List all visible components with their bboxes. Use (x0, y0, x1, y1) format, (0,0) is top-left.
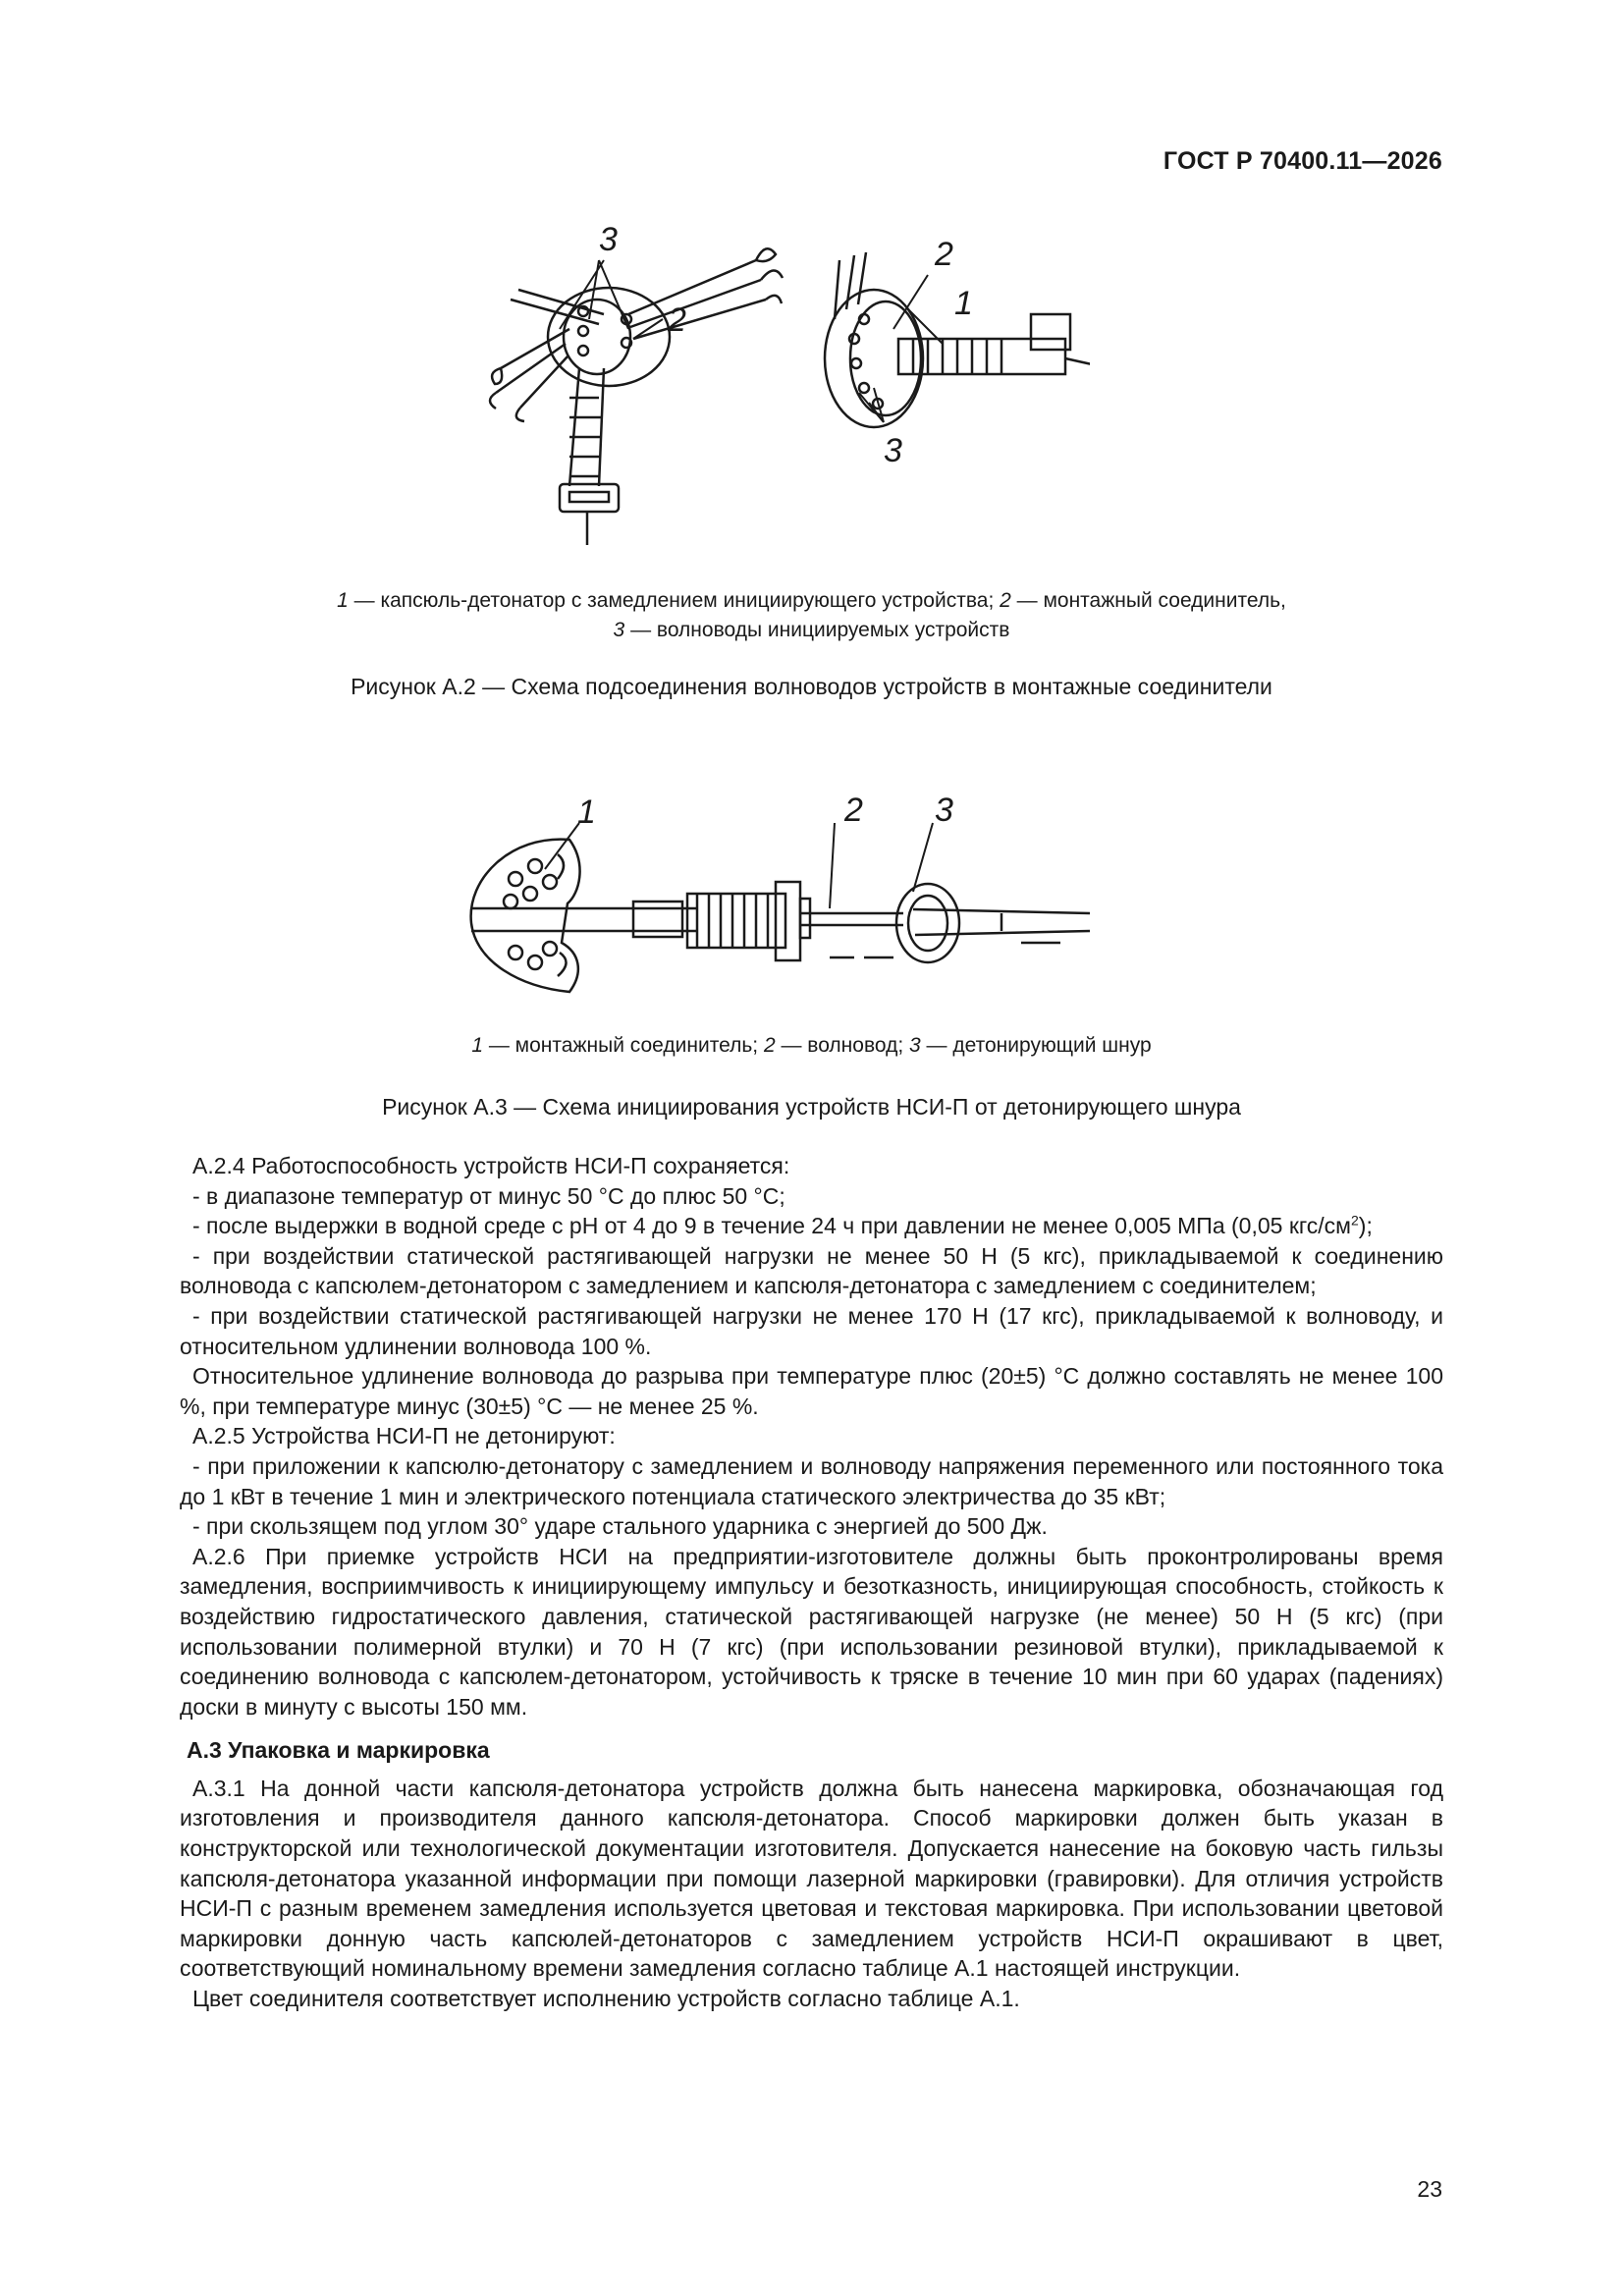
figure-a3 (452, 786, 1139, 1011)
legend-num: 1 (471, 1034, 484, 1057)
document-code: ГОСТ Р 70400.11—2026 (1163, 147, 1442, 175)
clause-a24-item-1: - в диапазоне температур от минус 50 °С до плюс 50 °С; (192, 1182, 785, 1209)
clause-a25-item-2: - при скользящем под углом 30° ударе стального ударника с энергией до 500 Дж. (192, 1513, 1048, 1540)
elongation-paragraph: Относительное удлинение волновода до разрыва при температуре плюс (20±5) °С должно составлять не менее 100 %, при температуре минус (30±5) °С — не менее 25 %. (180, 1363, 1443, 1419)
fig-a2-label-3-left: 3 (599, 221, 618, 258)
figure-a2-caption: Рисунок А.2 — Схема подсоединения волноводов устройств в монтажные соединители (351, 674, 1272, 699)
clause-a24-item-2-text: - после выдержки в водной среде с рН от 4 до 9 в течение 24 ч при давлении не менее 0,005 МПа (0,05 кгс/см (192, 1213, 1351, 1239)
figure-a3-caption: Рисунок А.3 — Схема инициирования устройств НСИ-П от детонирующего шнура (382, 1094, 1241, 1120)
legend-text: — волноводы инициируемых устройств (624, 619, 1010, 641)
section-heading-a3: А.3 Упаковка и маркировка (187, 1737, 490, 1764)
legend-num: 2 (1000, 589, 1011, 612)
fig-a3-label-1: 1 (577, 793, 596, 831)
clause-a25-item-1: - при приложении к капсюлю-детонатору с замедлением и волноводу напряжения переменного или постоянного тока до 1 кВт в течение 1 мин и электрического потенциала статического электричества до 35 кВт; (180, 1452, 1443, 1509)
legend-text: — детонирующий шнур (920, 1034, 1152, 1057)
figure-a2 (481, 221, 1090, 545)
legend-num: 2 (763, 1034, 776, 1057)
clause-a24: А.2.4 Работоспособность устройств НСИ-П сохраняется: (192, 1153, 790, 1178)
legend-text: — монтажный соединитель, (1010, 589, 1286, 612)
figure-a2-legend (0, 586, 1623, 645)
clause-a26: А.2.6 При приемке устройств НСИ на предприятии-изготовителе должны быть проконтролированы время замедления, восприимчивость к инициирующему импульсу и безотказность, инициирующая способность, стойкость к воздействию гидростатического давления, статической растягивающей нагрузке (не менее) 50 Н (5 кгс) (при использовании полимерной втулки) и 70 Н (7 кгс) (при использовании резиновой втулки), прикладываемой к соединению волновода с капсюлем-детонатором, устойчивость к тряске в течение 10 мин при 60 ударах (падениях) доски в минуту с высоты 150 мм. (180, 1543, 1443, 1720)
legend-text: — монтажный соединитель; (483, 1034, 764, 1057)
figure-a2-drawing (481, 221, 1090, 545)
legend-text: — капсюль-детонатор с замедлением инициирующего устройства; (348, 589, 1001, 612)
clause-a24-item-2-end: ); (1358, 1213, 1373, 1239)
legend-num: 3 (613, 619, 625, 641)
fig-a2-label-1-right: 1 (954, 285, 973, 322)
clause-a25: А.2.5 Устройства НСИ-П не детонируют: (192, 1423, 616, 1449)
figure-a3-drawing (452, 786, 1139, 1011)
fig-a2-label-2-left: 2 (668, 301, 686, 339)
legend-num: 3 (909, 1034, 921, 1057)
figure-a3-legend (0, 1031, 1623, 1061)
fig-a2-label-3-right: 3 (884, 432, 902, 469)
clause-a24-item-2 (180, 1211, 1443, 1241)
fig-a2-label-2-right: 2 (935, 236, 953, 273)
clause-a24-item-3: - при воздействии статической растягивающей нагрузки не менее 50 Н (5 кгс), прикладываемой к соединению волновода с капсюлем-детонатором с замедлением и капсюля-детонатора с замедлением с соединителем; (180, 1242, 1443, 1299)
clause-a31: А.3.1 На донной части капсюля-детонатора устройств должна быть нанесена маркировка, обозначающая год изготовления и производителя данного капсюля-детонатора. Способ маркировки должен быть указан в конструкторской или технологической документации изготовителя. Допускается нанесение на боковую часть гильзы капсюля-детонатора указанной информации при помощи лазерной маркировки (гравировки). Для отличия устройств НСИ-П с разным временем замедления используется цветовая и текстовая маркировка. При использовании цветовой маркировки донную часть капсюлей-детонаторов с замедлением устройств НСИ-П окрашивают в цвет, соответствующий номинальному времени замедления согласно таблице А.1 настоящей инструкции. (180, 1775, 1443, 1982)
superscript: 2 (1350, 1212, 1359, 1229)
fig-a3-label-3: 3 (935, 792, 953, 829)
legend-text: — волновод; (775, 1034, 910, 1057)
clause-a24-item-4: - при воздействии статической растягивающей нагрузки не менее 170 Н (17 кгс), прикладываемой к волноводу, и относительном удлинении волновода 100 %. (180, 1302, 1443, 1359)
legend-num: 1 (337, 589, 349, 612)
fig-a3-label-2: 2 (844, 792, 863, 829)
body-text (180, 1151, 1443, 2014)
connector-color-paragraph: Цвет соединителя соответствует исполнению устройств согласно таблице А.1. (192, 1986, 1020, 2012)
page-number: 23 (1417, 2176, 1442, 2202)
